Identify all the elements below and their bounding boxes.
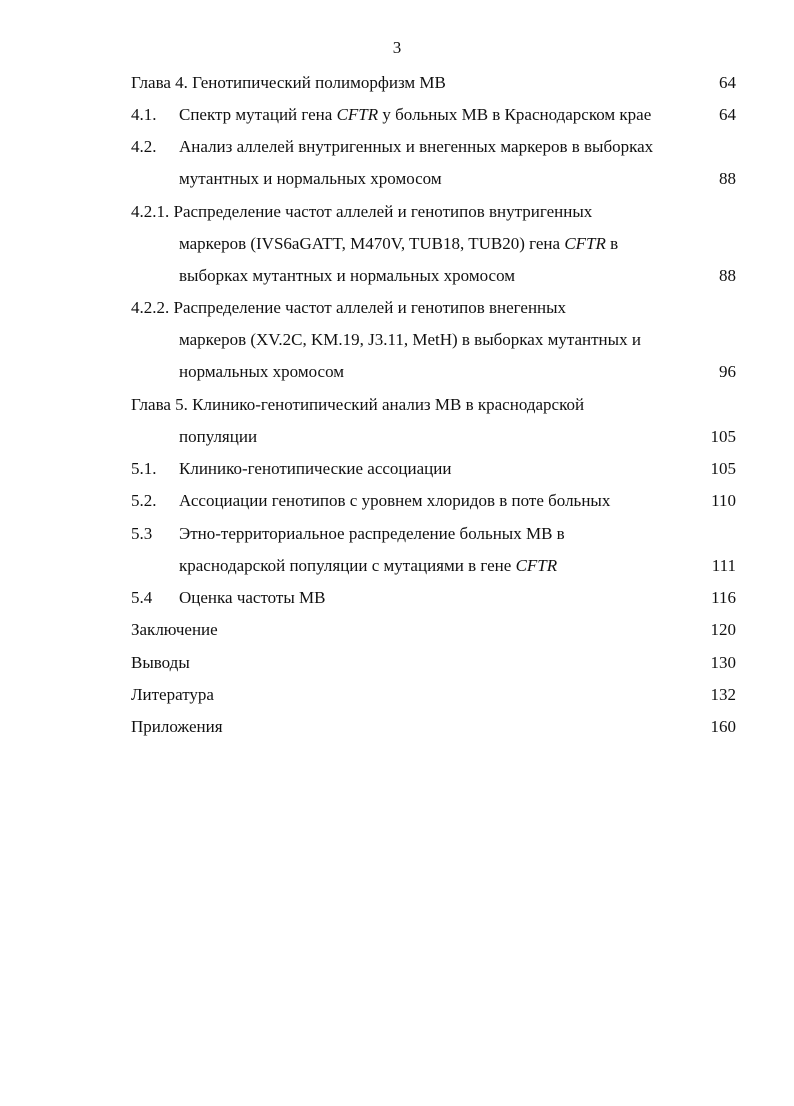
- toc-5-3-number: 5.3: [131, 524, 153, 543]
- toc-4-2-2-page: 96: [719, 362, 736, 381]
- toc-4-2-1-title-line1: 4.2.1. Распределение частот аллелей и генотипов внутригенных: [131, 202, 593, 221]
- toc-5-2-page: 110: [711, 491, 736, 510]
- toc-chapter-5-title-line1: Глава 5. Клинико-генотипический анализ МВ в краснодарской: [131, 395, 585, 414]
- toc-4-1-page: 64: [719, 105, 736, 124]
- toc-literature-page: 132: [710, 685, 736, 704]
- toc-5-4-page: 116: [711, 588, 736, 607]
- toc-conclusion-page: 120: [710, 620, 736, 639]
- toc-5-4-number: 5.4: [131, 588, 153, 607]
- gene-name: CFTR: [564, 234, 606, 253]
- toc-conclusion-title: Заключение: [131, 620, 218, 639]
- toc-findings-title: Выводы: [131, 653, 190, 672]
- gene-name: CFTR: [336, 105, 379, 124]
- toc-4-1-number: 4.1.: [131, 105, 157, 124]
- toc-4-2-1-title-line2: маркеров (IVS6aGATT, M470V, TUB18, TUB20) гена CFTR в: [179, 234, 619, 253]
- toc-4-1-title: Спектр мутаций гена CFTR у больных МВ в Краснодарском крае: [179, 105, 652, 124]
- toc-4-2-2-title-line3: нормальных хромосом: [179, 362, 345, 381]
- toc-4-2-title-line2: мутантных и нормальных хромосом: [179, 169, 442, 188]
- toc-chapter-5-page: 105: [710, 427, 736, 446]
- toc-5-2-title: Ассоциации генотипов с уровнем хлоридов в поте больных: [179, 491, 611, 510]
- toc-appendices-page: 160: [710, 717, 736, 736]
- toc-chapter-4-title: Глава 4. Генотипический полиморфизм МВ: [131, 73, 446, 92]
- toc-5-3-title-line2: краснодарской популяции с мутациями в гене CFTR: [179, 556, 558, 575]
- page-number: 3: [392, 38, 402, 57]
- toc-findings-page: 130: [710, 653, 736, 672]
- toc-4-2-title-line1: Анализ аллелей внутригенных и внегенных маркеров в выборках: [179, 137, 654, 156]
- toc-chapter-5-title-line2: популяции: [179, 427, 258, 446]
- toc-4-2-page: 88: [719, 169, 736, 188]
- toc-5-3-page: 111: [711, 556, 736, 575]
- toc-4-2-number: 4.2.: [131, 137, 157, 156]
- toc-5-1-page: 105: [710, 459, 736, 478]
- toc-5-4-title: Оценка частоты МВ: [179, 588, 326, 607]
- toc-4-2-1-title-line3: выборках мутантных и нормальных хромосом: [179, 266, 515, 285]
- toc-5-1-number: 5.1.: [131, 459, 157, 478]
- toc-4-2-1-page: 88: [719, 266, 736, 285]
- toc-4-2-2-title-line2: маркеров (XV.2C, KM.19, J3.11, MetH) в выборках мутантных и: [179, 330, 641, 349]
- toc-appendices-title: Приложения: [131, 717, 223, 736]
- toc-5-3-title-line1: Этно-территориальное распределение больных МВ в: [179, 524, 565, 543]
- toc-5-2-number: 5.2.: [131, 491, 157, 510]
- toc-chapter-4-page: 64: [719, 73, 736, 92]
- toc-5-1-title: Клинико-генотипические ассоциации: [179, 459, 452, 478]
- gene-name: CFTR: [515, 556, 558, 575]
- toc-literature-title: Литература: [131, 685, 214, 704]
- toc-4-2-2-title-line1: 4.2.2. Распределение частот аллелей и генотипов внегенных: [131, 298, 567, 317]
